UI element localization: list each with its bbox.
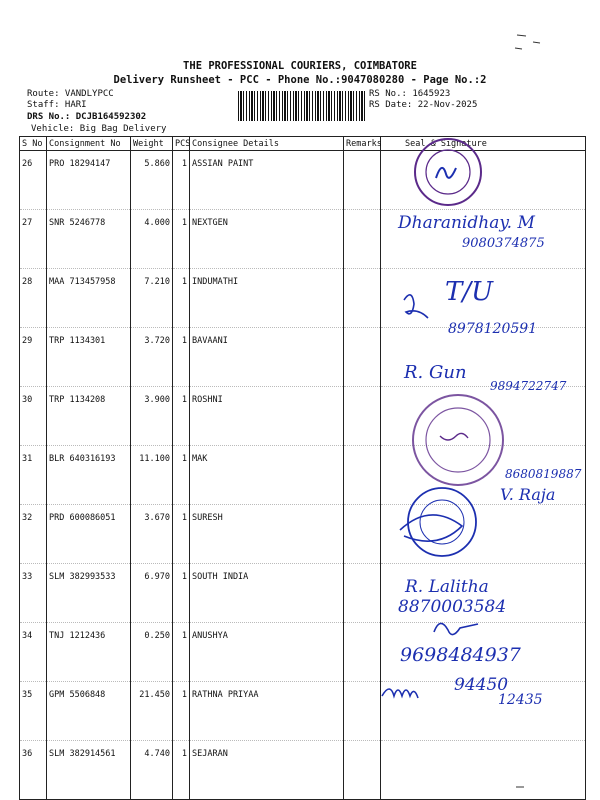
cell-pcs: 1 bbox=[173, 564, 190, 623]
col-seal-signature: Seal & Signature bbox=[381, 137, 586, 151]
signature-row29-phone: 8978120591 bbox=[448, 321, 538, 337]
cell-sno: 29 bbox=[20, 328, 47, 387]
cell-consignment: TRP 1134301 bbox=[47, 328, 131, 387]
cell-pcs: 1 bbox=[173, 505, 190, 564]
company-stamp bbox=[415, 139, 481, 205]
cell-consignee: NEXTGEN bbox=[190, 210, 344, 269]
signature-row32-name: V. Raja bbox=[500, 485, 556, 504]
cell-sno: 35 bbox=[20, 682, 47, 741]
cell-consignment: TNJ 1212436 bbox=[47, 623, 131, 682]
cell-consignee: SOUTH INDIA bbox=[190, 564, 344, 623]
cell-weight: 11.100 bbox=[131, 446, 173, 505]
runsheet-subtitle: Delivery Runsheet - PCC - Phone No.:9047080280 - Page No.:2 bbox=[113, 74, 487, 86]
cell-consignee: ROSHNI bbox=[190, 387, 344, 446]
cell-pcs: 1 bbox=[173, 210, 190, 269]
cell-sno: 32 bbox=[20, 505, 47, 564]
signature-row36-number: 94450 bbox=[454, 675, 509, 695]
cell-pcs: 1 bbox=[173, 623, 190, 682]
route-label: Route: VANDLYPCC bbox=[27, 89, 114, 99]
cell-sno: 36 bbox=[20, 741, 47, 800]
signature-row35-scribble bbox=[434, 623, 478, 634]
cell-weight: 3.900 bbox=[131, 387, 173, 446]
scan-marks bbox=[515, 35, 540, 787]
cell-pcs: 1 bbox=[173, 387, 190, 446]
cell-consignee: MAK bbox=[190, 446, 344, 505]
cell-consignment: SNR 5246778 bbox=[47, 210, 131, 269]
rs-number: RS No.: 1645923 bbox=[369, 89, 451, 99]
cell-pcs: 1 bbox=[173, 151, 190, 210]
signature-row34-phone: 8870003584 bbox=[398, 597, 507, 617]
signature-row30-phone: 9894722747 bbox=[490, 379, 567, 393]
cell-consignment: PRD 600086051 bbox=[47, 505, 131, 564]
signature-row36-scribble bbox=[382, 689, 418, 698]
consignee-stamp bbox=[413, 395, 503, 485]
cell-sno: 28 bbox=[20, 269, 47, 328]
rs-date: RS Date: 22-Nov-2025 bbox=[369, 100, 478, 110]
cell-sno: 27 bbox=[20, 210, 47, 269]
col-consignee: Consignee Details bbox=[190, 137, 344, 151]
cell-sno: 26 bbox=[20, 151, 47, 210]
cell-consignee: RATHNA PRIYAA bbox=[190, 682, 344, 741]
signature-row29-scribble bbox=[404, 295, 428, 318]
signature-row27-phone: 9080374875 bbox=[462, 236, 545, 251]
signature-row27-name: Dharanidhay. M bbox=[398, 213, 535, 233]
cell-pcs: 1 bbox=[173, 328, 190, 387]
cell-weight: 3.670 bbox=[131, 505, 173, 564]
col-remarks: Remarks bbox=[344, 137, 381, 151]
cell-pcs: 1 bbox=[173, 446, 190, 505]
drs-number: DRS No.: DCJB164592302 bbox=[27, 112, 147, 122]
col-consignment: Consignment No bbox=[47, 137, 131, 151]
cell-sno: 33 bbox=[20, 564, 47, 623]
cell-weight: 21.450 bbox=[131, 682, 173, 741]
cell-pcs: 1 bbox=[173, 269, 190, 328]
cell-weight: 7.210 bbox=[131, 269, 173, 328]
cell-weight: 5.860 bbox=[131, 151, 173, 210]
cell-sno: 31 bbox=[20, 446, 47, 505]
col-weight: Weight bbox=[131, 137, 173, 151]
cell-consignment: TRP 1134208 bbox=[47, 387, 131, 446]
company-title: THE PROFESSIONAL COURIERS, COIMBATORE bbox=[183, 60, 417, 72]
cell-weight: 3.720 bbox=[131, 328, 173, 387]
cell-consignee: SURESH bbox=[190, 505, 344, 564]
cell-consignment: MAA 713457958 bbox=[47, 269, 131, 328]
signature-row35-phone: 9698484937 bbox=[400, 644, 521, 666]
cell-consignee: INDUMATHI bbox=[190, 269, 344, 328]
cell-weight: 0.250 bbox=[131, 623, 173, 682]
signature-row36-number2: 12435 bbox=[498, 692, 543, 708]
south-india-stamp bbox=[400, 488, 476, 556]
col-sno: S No bbox=[20, 137, 47, 151]
cell-consignee: ASSIAN PAINT bbox=[190, 151, 344, 210]
cell-consignee: ANUSHYA bbox=[190, 623, 344, 682]
cell-sno: 34 bbox=[20, 623, 47, 682]
cell-weight: 4.000 bbox=[131, 210, 173, 269]
cell-pcs: 1 bbox=[173, 741, 190, 800]
signature-row34-name: R. Lalitha bbox=[405, 577, 489, 597]
cell-consignee: SEJARAN bbox=[190, 741, 344, 800]
vehicle-label: Vehicle: Big Bag Delivery bbox=[31, 124, 167, 134]
signature-row30-name: R. Gun bbox=[404, 362, 467, 383]
cell-consignment: PRO 18294147 bbox=[47, 151, 131, 210]
cell-sno: 30 bbox=[20, 387, 47, 446]
cell-consignment: SLM 382914561 bbox=[47, 741, 131, 800]
signature-row29-mark: T/U bbox=[445, 277, 494, 307]
cell-consignment: BLR 640316193 bbox=[47, 446, 131, 505]
cell-pcs: 1 bbox=[173, 682, 190, 741]
cell-weight: 4.740 bbox=[131, 741, 173, 800]
cell-consignment: GPM 5506848 bbox=[47, 682, 131, 741]
signature-row32-phone: 8680819887 bbox=[505, 467, 582, 481]
cell-consignment: SLM 382993533 bbox=[47, 564, 131, 623]
staff-label: Staff: HARI bbox=[27, 100, 87, 110]
col-pcs: PCS bbox=[173, 137, 190, 151]
cell-weight: 6.970 bbox=[131, 564, 173, 623]
cell-consignee: BAVAANI bbox=[190, 328, 344, 387]
